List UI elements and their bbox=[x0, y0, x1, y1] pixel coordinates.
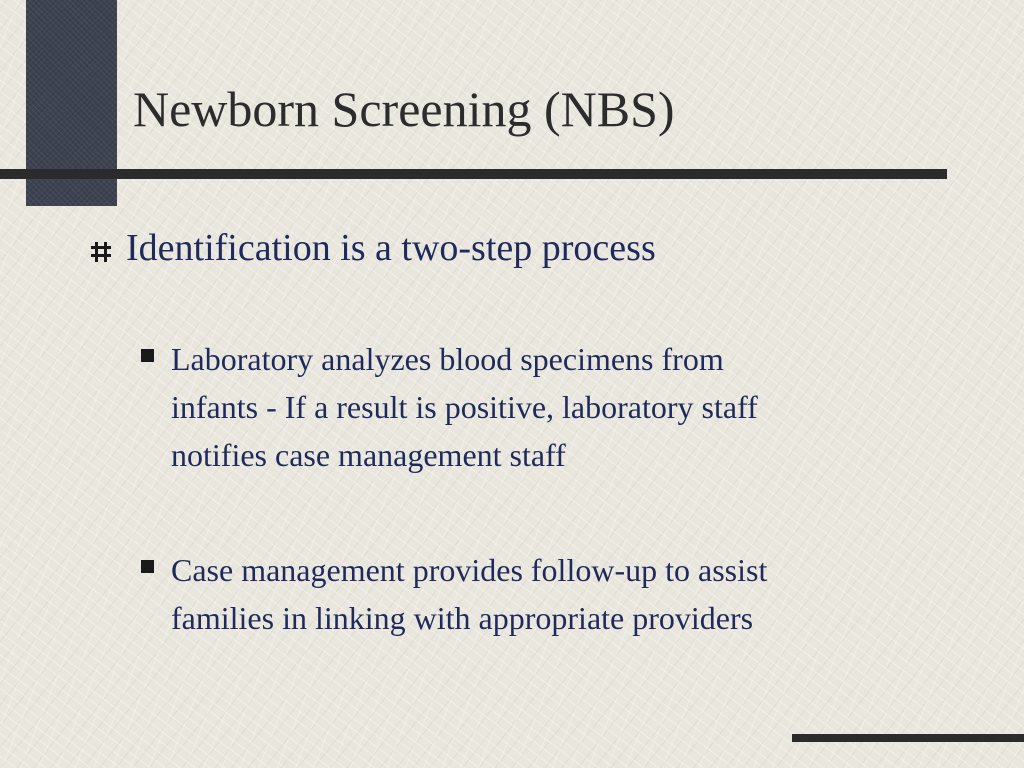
square-bullet-icon bbox=[141, 349, 154, 362]
sub-bullet-line: notifies case management staff bbox=[171, 437, 566, 473]
sub-bullet-text bbox=[171, 335, 941, 479]
sub-bullet-text bbox=[171, 546, 941, 642]
footer-rule bbox=[792, 734, 1024, 742]
sub-bullet-line: infants - If a result is positive, laboratory staff bbox=[171, 389, 758, 425]
sub-bullet-line: Laboratory analyzes blood specimens from bbox=[171, 341, 724, 377]
sub-bullet-line: families in linking with appropriate providers bbox=[171, 600, 754, 636]
sub-bullet-laboratory bbox=[141, 335, 941, 479]
sub-bullet-line: Case management provides follow-up to assist bbox=[171, 552, 768, 588]
hash-bullet-icon bbox=[90, 241, 112, 263]
sub-bullet-case-management bbox=[141, 546, 941, 642]
slide-title: Newborn Screening (NBS) bbox=[133, 81, 675, 137]
square-bullet-icon bbox=[141, 560, 154, 573]
title-underline-rule bbox=[0, 169, 947, 179]
main-bullet-text: Identification is a two-step process bbox=[126, 227, 656, 269]
